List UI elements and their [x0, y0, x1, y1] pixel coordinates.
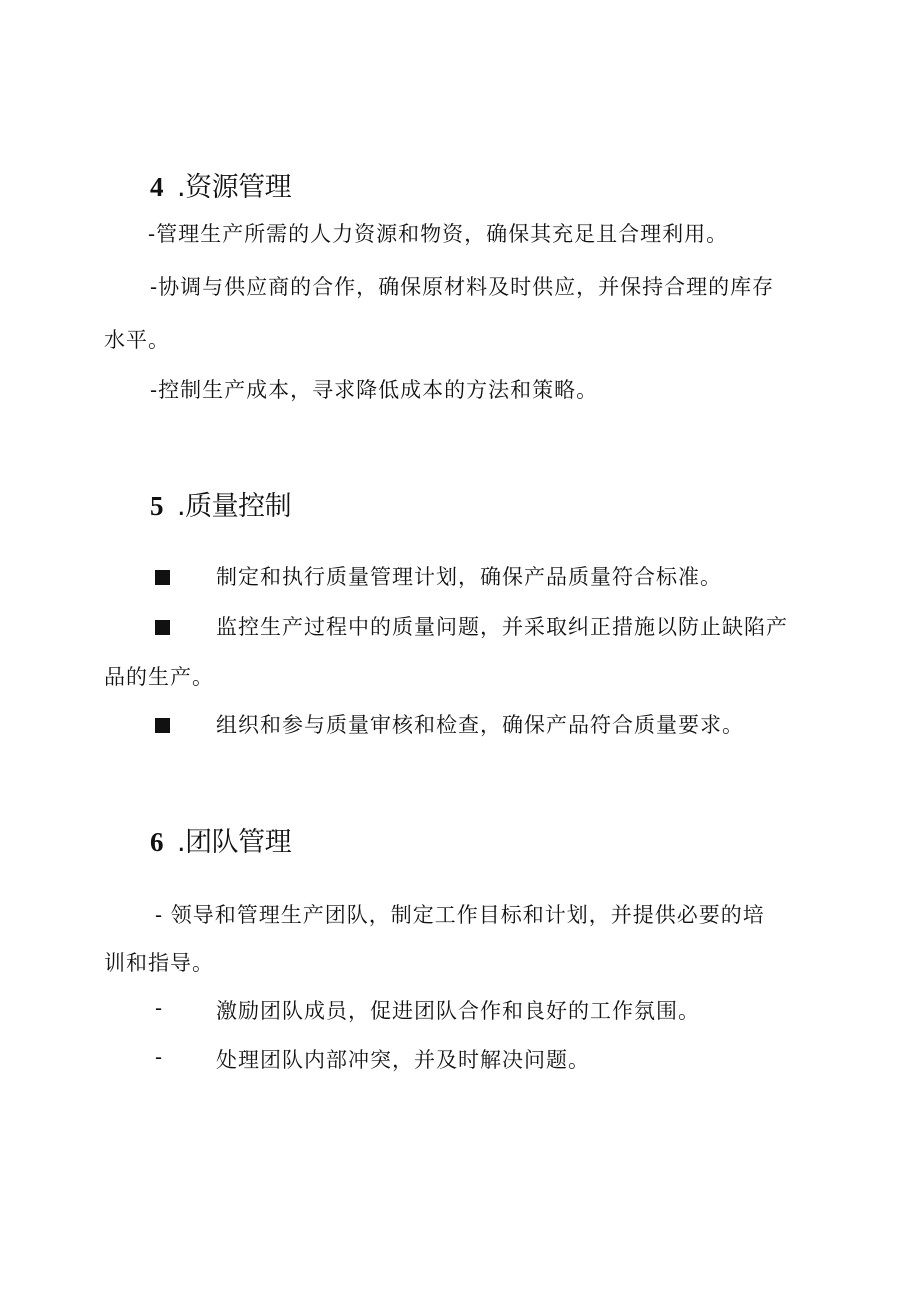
- list-item-continuation: 品的生产。: [104, 665, 214, 689]
- dash-bullet-icon: -: [155, 1045, 163, 1069]
- section-6-heading: [150, 820, 291, 859]
- black-square-bullet-icon: [155, 718, 170, 733]
- paragraph-line: - 领导和管理生产团队，制定工作目标和计划，并提供必要的培: [155, 903, 765, 927]
- section-number: 5: [150, 491, 163, 521]
- dash-bullet-icon: -: [155, 996, 163, 1020]
- section-number: 4: [150, 172, 163, 202]
- section-title: .团队管理: [177, 827, 292, 858]
- section-title: .质量控制: [177, 491, 292, 522]
- paragraph-line: 训和指导。: [104, 951, 214, 975]
- list-item: 处理团队内部冲突，并及时解决问题。: [216, 1048, 590, 1072]
- section-title: .资源管理: [177, 172, 292, 203]
- list-item: 组织和参与质量审核和检查，确保产品符合质量要求。: [216, 713, 744, 737]
- black-square-bullet-icon: [155, 570, 170, 585]
- paragraph-line: -协调与供应商的合作，确保原材料及时供应，并保持合理的库存: [150, 275, 775, 299]
- section-5-heading: [150, 484, 291, 523]
- list-item: 制定和执行质量管理计划，确保产品质量符合标准。: [216, 565, 722, 589]
- paragraph-line: -管理生产所需的人力资源和物资，确保其充足且合理利用。: [148, 222, 729, 246]
- section-number: 6: [150, 827, 163, 857]
- paragraph-line: -控制生产成本，寻求降低成本的方法和策略。: [150, 378, 599, 402]
- paragraph-line: 水平。: [104, 328, 170, 352]
- black-square-bullet-icon: [155, 620, 170, 635]
- list-item: 激励团队成员，促进团队合作和良好的工作氛围。: [216, 999, 700, 1023]
- section-4-heading: [150, 165, 291, 204]
- list-item: 监控生产过程中的质量问题，并采取纠正措施以防止缺陷产: [216, 615, 788, 639]
